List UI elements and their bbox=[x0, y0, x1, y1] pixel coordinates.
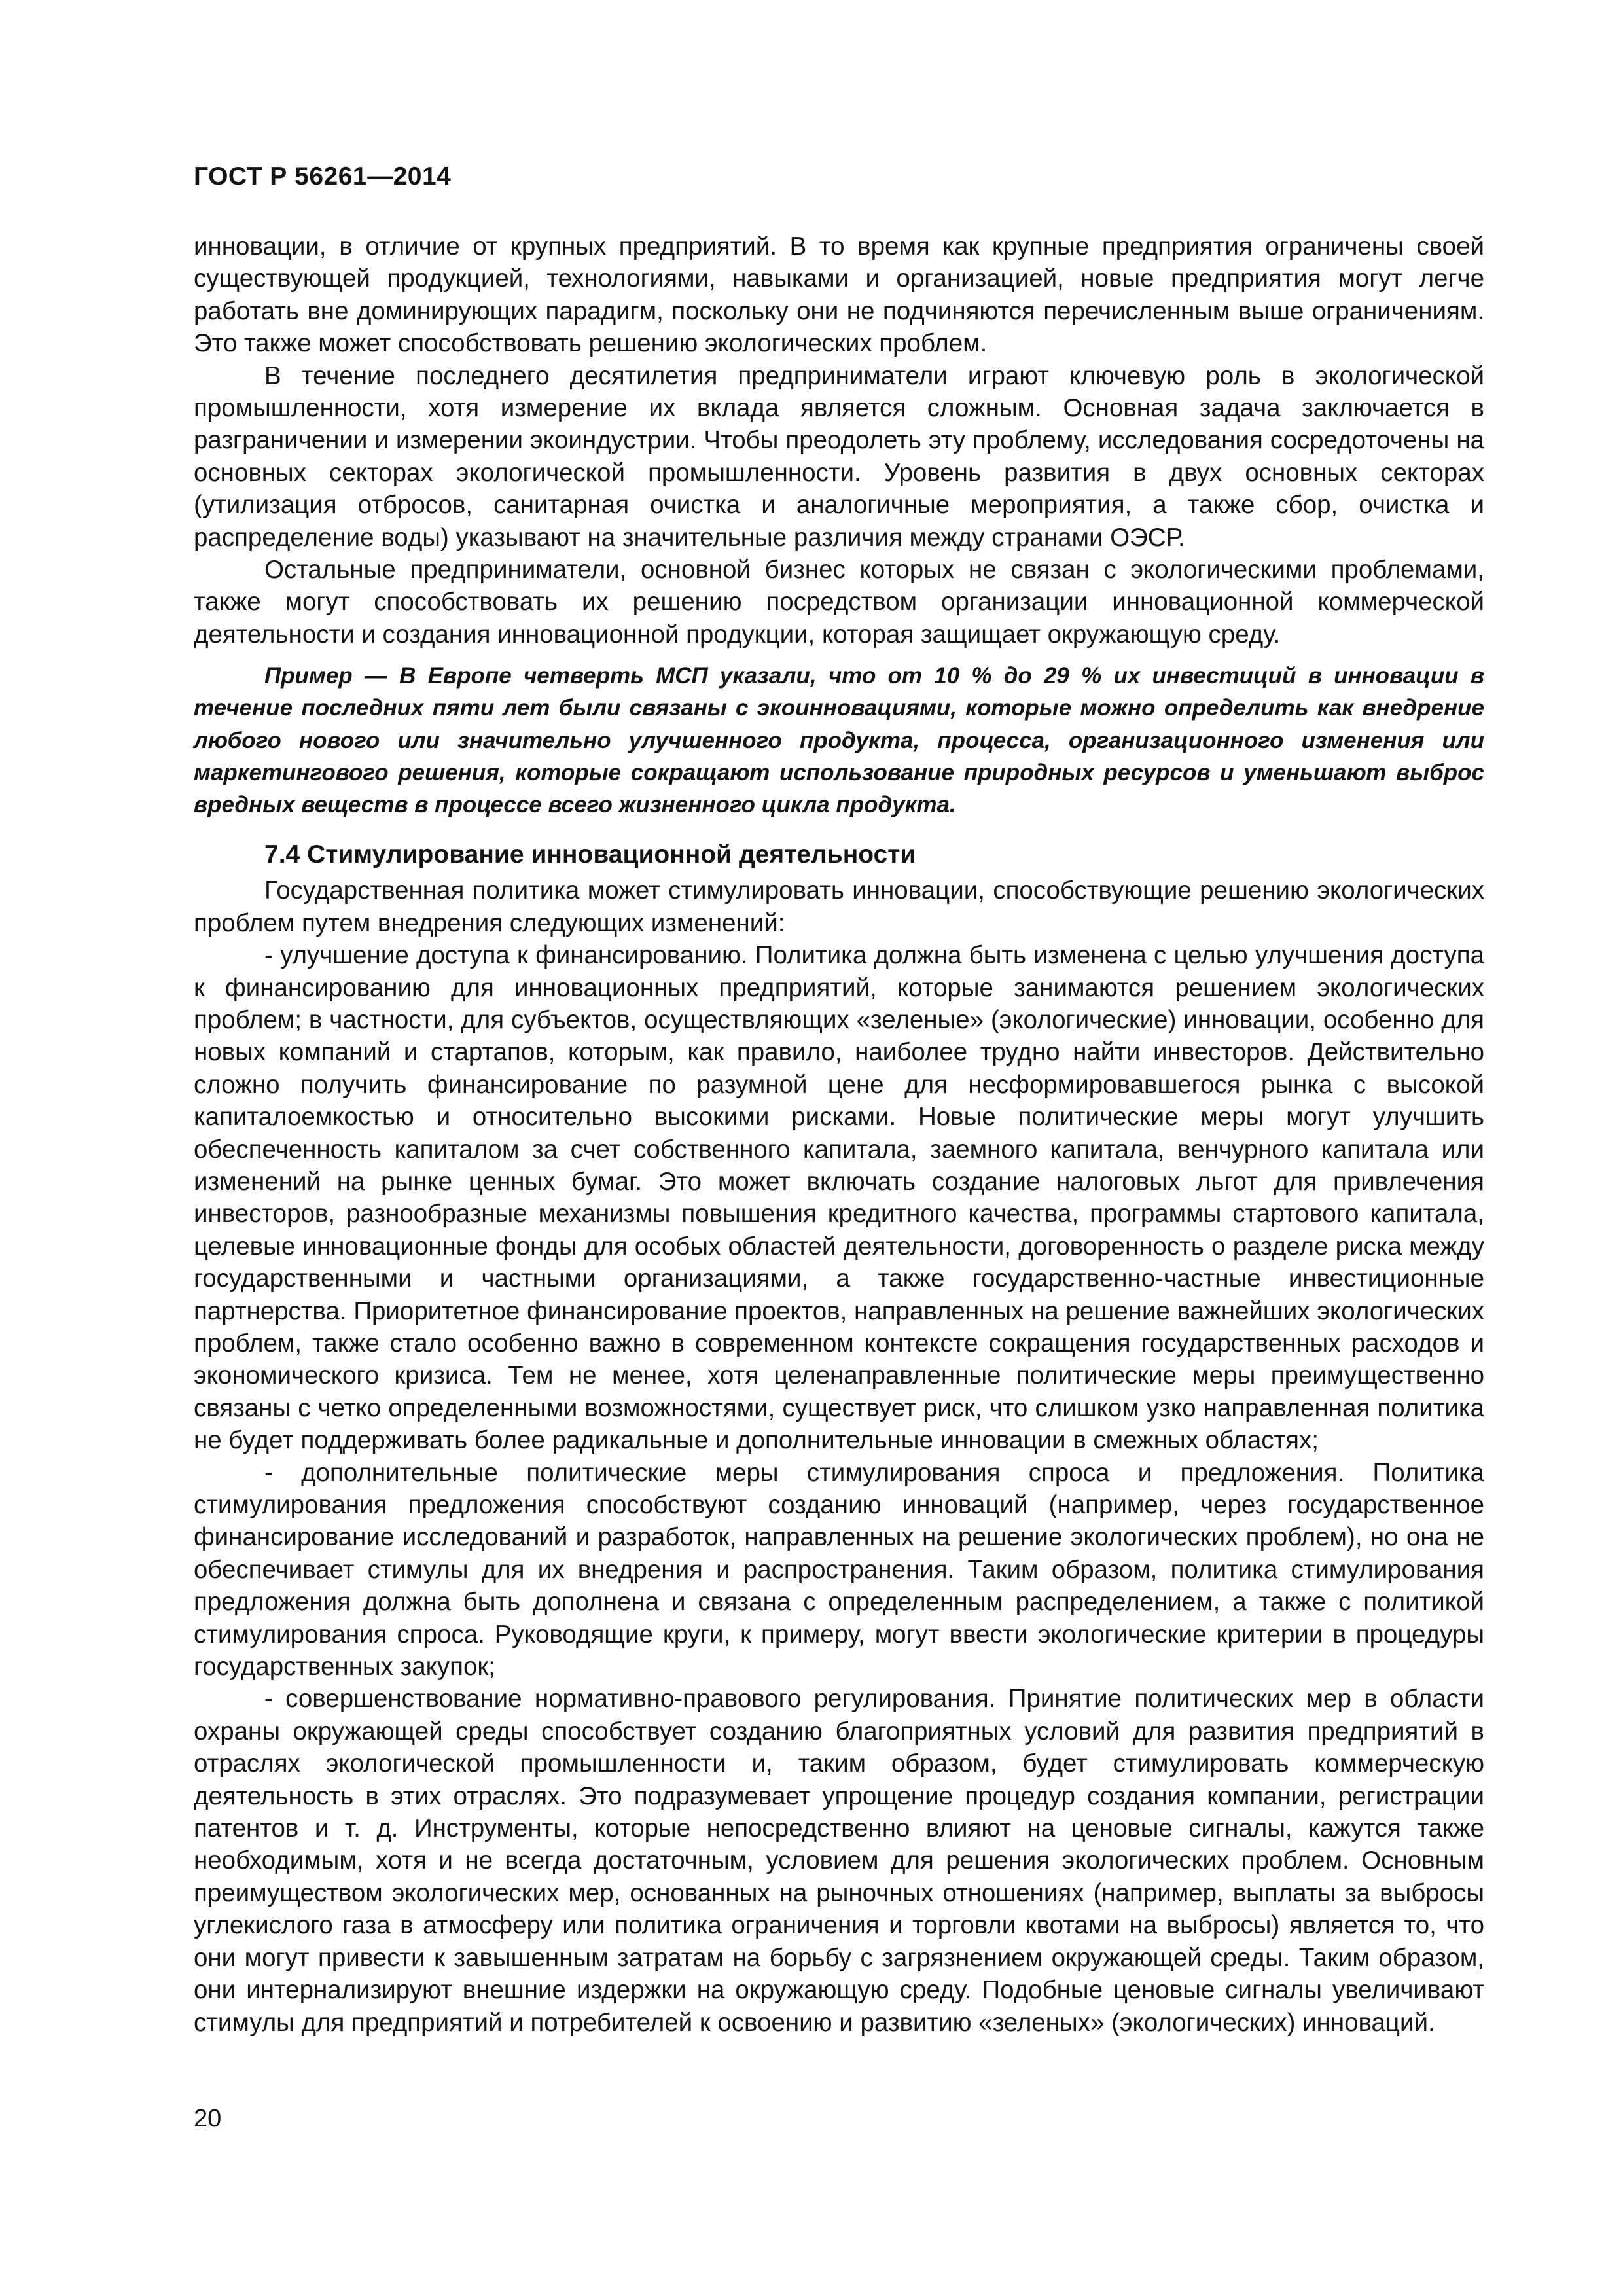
list-item-financing-access: - улучшение доступа к финансированию. Политика должна быть изменена с целью улучшения доступа к финансированию для инновационных предприятий, которые занимаются решением экологических проблем; в частности, для субъектов, осуществляющих «зеленые» (экологические) инновации, особенно для новых компаний и стартапов, которым, как правило, наиболее трудно найти инвесторов. Действительно сложно получить финансирование по разумной цене для несформировавшегося рынка с высокой капиталоемкостью и относительно высокими рисками. Новые политические меры могут улучшить обеспеченность капиталом за счет собственного капитала, заемного капитала, венчурного капитала или изменений на рынке ценных бумаг. Это может включать создание налоговых льгот для привлечения инвесторов, разнообразные механизмы повышения кредитного качества, программы стартового капитала, целевые инновационные фонды для особых областей деятельности, договоренность о разделе риска между государственными и частными организациями, а также государственно-частные инвестиционные партнерства. Приоритетное финансирование проектов, направленных на решение важнейших экологических проблем, также стало особенно важно в современном контексте сокращения государственных расходов и экономического кризиса. Тем не менее, хотя целенаправленные политические меры преимущественно связаны с четко определенными возможностями, существует риск, что слишком узко направленная политика не будет поддерживать более радикальные и дополнительные инновации в смежных областях; bbox=[194, 941, 1484, 1455]
paragraph-entrepreneurs-role: В течение последнего десятилетия предприниматели играют ключевую роль в экологической промышленности, хотя измерение их вклада является сложным. Основная задача заключается в разграничении и измерении экоиндустрии. Чтобы преодолеть эту проблему, исследования сосредоточены на основных секторах экологической промышленности. Уровень развития в двух основных секторах (утилизация отбросов, санитарная очистка и аналогичные мероприятия, а также сбор, очистка и распределение воды) указывают на значительные различия между странами ОЭСР. bbox=[194, 361, 1484, 552]
page-number: 20 bbox=[194, 2105, 222, 2132]
list-item-regulation-improvement: - совершенствование нормативно-правового регулирования. Принятие политических мер в области охраны окружающей среды способствует созданию благоприятных условий для развития предприятий в отраслях экологической промышленности и, таким образом, будет стимулировать коммерческую деятельность в этих отраслях. Это подразумевает упрощение процедур создания компании, регистрации патентов и т. д. Инструменты, которые непосредственно влияют на ценовые сигналы, кажутся также необходимым, хотя и не всегда достаточным, условием для решения экологических проблем. Основным преимуществом экологических мер, основанных на рыночных отношениях (например, выплаты за выбросы углекислого газа в атмосферу или политика ограничения и торговли квотами на выбросы) является то, что они могут привести к завышенным затратам на борьбу с загрязнением окружающей среды. Таким образом, они интернализируют внешние издержки на окружающую среду. Подобные ценовые сигналы увеличивают стимулы для предприятий и потребителей к освоению и развитию «зеленых» (экологических) инноваций. bbox=[194, 1685, 1484, 2037]
example-note: Пример — В Европе четверть МСП указали, что от 10 % до 29 % их инвестиций в инновации в течение последних пяти лет были связаны с экоинновациями, которые можно определить как внедрение любого нового или значительно улучшенного продукта, процесса, организационного изменения или маркетингового решения, которые сокращают использование природных ресурсов и уменьшают выброс вредных веществ в процессе всего жизненного цикла продукта. bbox=[194, 663, 1484, 818]
document-header: ГОСТ Р 56261—2014 bbox=[194, 162, 452, 190]
paragraph-state-policy: Государственная политика может стимулировать инновации, способствующие решению экологических проблем путем внедрения следующих изменений: bbox=[194, 876, 1484, 937]
paragraph-innovations-continued: инновации, в отличие от крупных предприятий. В то время как крупные предприятия ограничены своей существующей продукцией, технологиями, навыками и организацией, новые предприятия могут легче работать вне доминирующих парадигм, поскольку они не подчиняются перечисленным выше ограничениям. Это также может способствовать решению экологических проблем. bbox=[194, 232, 1484, 358]
list-item-supply-demand-measures: - дополнительные политические меры стимулирования спроса и предложения. Политика стимулирования предложения способствуют созданию инноваций (например, через государственное финансирование исследований и разработок, направленных на решение экологических проблем), но она не обеспечивает стимулы для их внедрения и распространения. Таким образом, политика стимулирования предложения должна быть дополнена и связана с определенным распределением, а также с политикой стимулирования спроса. Руководящие круги, к примеру, могут ввести экологические критерии в процедуры государственных закупок; bbox=[194, 1458, 1484, 1681]
paragraph-other-entrepreneurs: Остальные предприниматели, основной бизнес которых не связан с экологическими проблемами, также могут способствовать их решению посредством организации инновационной коммерческой деятельности и создания инновационной продукции, которая защищает окружающую среду. bbox=[194, 556, 1484, 649]
section-heading-7-4: 7.4 Стимулирование инновационной деятельности bbox=[264, 840, 916, 869]
document-body bbox=[194, 230, 1484, 2039]
